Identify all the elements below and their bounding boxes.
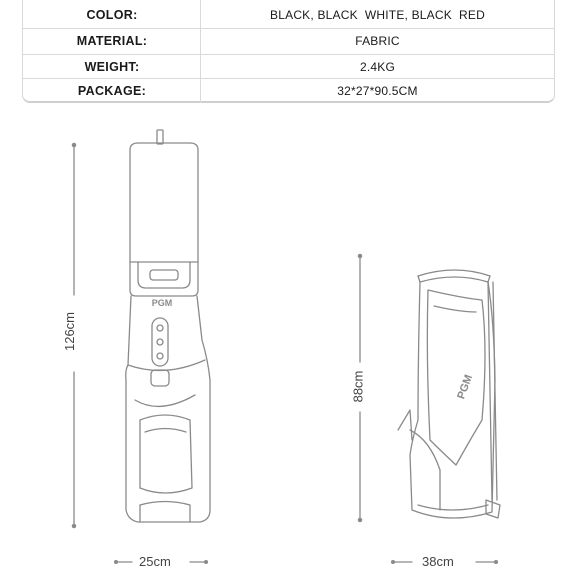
spec-label: PACKAGE: bbox=[77, 84, 147, 98]
front-height-label: 126cm bbox=[62, 311, 78, 352]
front-width-label: 25cm bbox=[139, 554, 171, 569]
brand-logo-side: PGM bbox=[455, 373, 476, 401]
side-width-label: 38cm bbox=[422, 554, 454, 569]
side-height-label: 88cm bbox=[350, 370, 366, 403]
spec-value: FABRIC bbox=[355, 34, 400, 48]
spec-label: WEIGHT: bbox=[84, 60, 140, 74]
spec-value: BLACK, BLACK WHITE, BLACK RED bbox=[270, 8, 485, 22]
spec-value: 32*27*90.5CM bbox=[337, 84, 418, 98]
brand-logo-front: PGM bbox=[151, 298, 173, 308]
spec-label: MATERIAL: bbox=[76, 34, 148, 48]
spec-label: COLOR: bbox=[86, 8, 138, 22]
golf-bag-side-view bbox=[398, 270, 500, 518]
spec-value: 2.4KG bbox=[359, 60, 396, 74]
golf-bag-front-view bbox=[126, 130, 210, 522]
